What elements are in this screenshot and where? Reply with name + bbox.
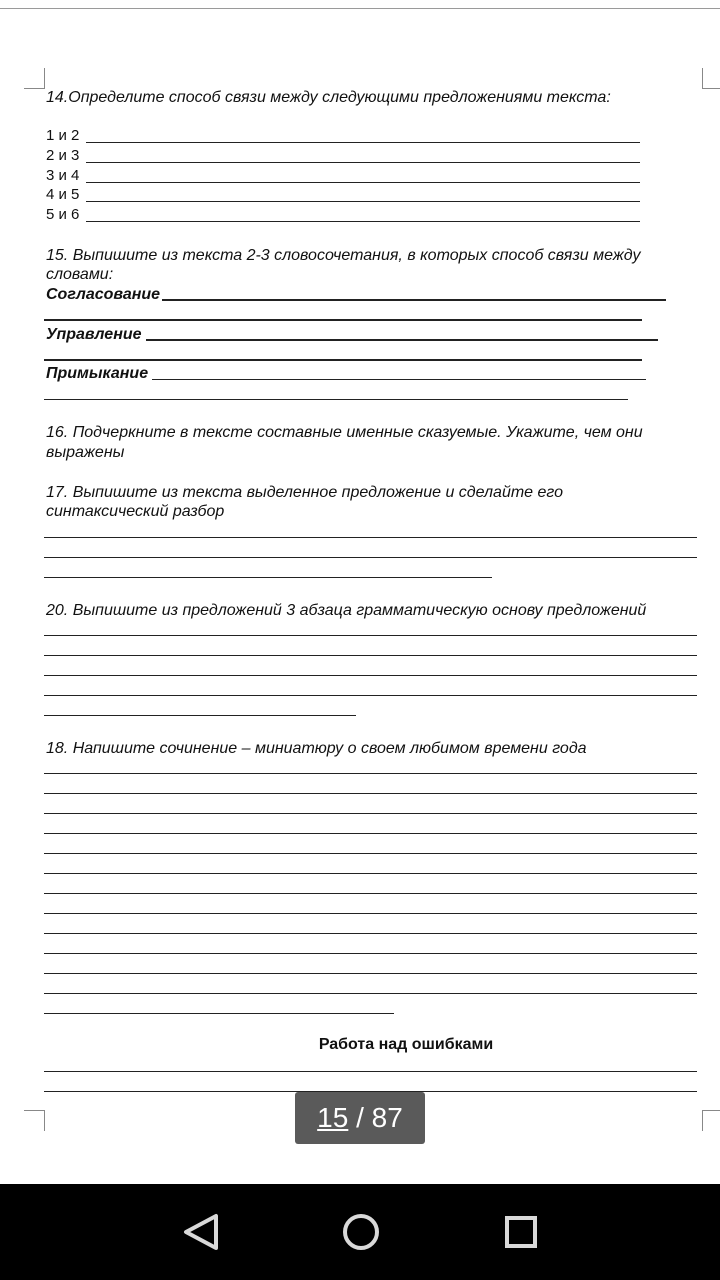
question-16-title-cont: выражены [46,444,125,461]
answer-line [44,537,697,538]
link-type-government: Управление [46,326,142,343]
home-circle-icon[interactable] [311,1184,411,1280]
question-14-title: 14.Определите способ связи между следующими предложениями текста: [46,89,611,106]
answer-line [44,833,697,834]
answer-line [44,933,697,934]
question-15-title-cont: словами: [46,266,114,283]
answer-line [86,162,640,163]
page-corner-mark [702,1110,720,1131]
answer-line [44,953,697,954]
answer-line [162,299,666,301]
answer-line [44,893,697,894]
answer-line [86,221,640,222]
answer-line [44,557,697,558]
question-20-title: 20. Выпишите из предложений 3 абзаца грамматическую основу предложений [46,602,647,619]
answer-line [44,993,697,994]
page-corner-mark [24,1110,45,1131]
question-15-title: 15. Выпишите из текста 2-3 словосочетания, в которых способ связи между [46,247,641,264]
link-type-adjacency: Примыкание [46,365,149,382]
answer-line [44,913,697,914]
total-pages: 87 [371,1102,403,1133]
errors-heading: Работа над ошибками [318,1036,494,1053]
answer-line [44,359,642,361]
answer-line [44,813,697,814]
answer-line [44,655,697,656]
recents-square-icon[interactable] [471,1184,571,1280]
back-triangle-icon[interactable] [150,1184,250,1280]
system-navigation-bar [0,1184,720,1280]
link-type-agreement: Согласование [46,286,161,303]
answer-line [44,853,697,854]
answer-line [44,1071,697,1072]
sentence-pair-label: 4 и 5 [46,186,80,203]
question-16-title: 16. Подчеркните в тексте составные именные сказуемые. Укажите, чем они [46,424,643,441]
answer-line [44,873,697,874]
page-corner-mark [702,68,720,89]
answer-line [86,142,640,143]
answer-line [44,319,642,321]
sentence-pair-label: 1 и 2 [46,127,80,144]
answer-line [44,773,697,774]
question-17-title-cont: синтаксический разбор [46,503,225,520]
answer-line [44,635,697,636]
sentence-pair-label: 2 и 3 [46,147,80,164]
viewer-top-bar [0,0,720,9]
question-17-title: 17. Выпишите из текста выделенное предложение и сделайте его [46,484,564,501]
page-corner-mark [24,68,45,89]
answer-line [44,715,356,716]
answer-line [44,399,628,400]
answer-line [44,675,697,676]
page-separator: / [348,1102,372,1133]
answer-line [146,339,658,341]
answer-line [44,793,697,794]
answer-line [44,577,492,578]
answer-line [44,695,697,696]
answer-line [86,201,640,202]
sentence-pair-label: 5 и 6 [46,206,80,223]
sentence-pair-label: 3 и 4 [46,167,80,184]
answer-line [152,379,646,380]
page-indicator[interactable] [295,1092,425,1144]
current-page-number: 15 [317,1102,349,1133]
answer-line [86,182,640,183]
answer-line [44,973,697,974]
answer-line [44,1013,394,1014]
question-18-title: 18. Напишите сочинение – миниатюру о своем любимом времени года [46,740,587,757]
